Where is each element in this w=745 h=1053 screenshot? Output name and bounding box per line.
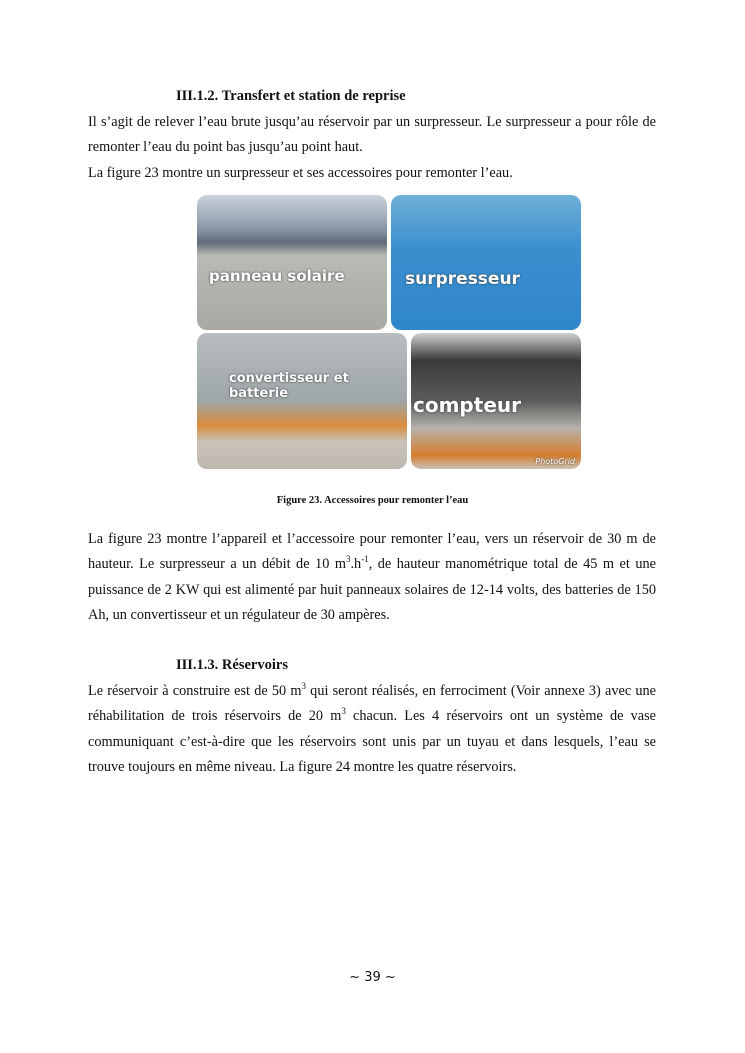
text: .h bbox=[350, 556, 362, 573]
text: , de hauteur manométrique total de 45 m et une puissance de 2 KW qui est alimenté par huit panneaux solaires de 12-14 volts, des batteries de 150 Ah, un convertisseur et un régulateur de 30 ampères. bbox=[88, 556, 656, 623]
photo-solar-panel bbox=[197, 195, 387, 330]
page-number: ~ 39 ~ bbox=[349, 970, 396, 985]
superscript: 3 bbox=[341, 706, 346, 717]
figure-caption: Figure 23. Accessoires pour remonter l’eau bbox=[276, 495, 469, 506]
superscript: 3 bbox=[345, 554, 351, 565]
photo-booster-pump bbox=[391, 195, 581, 330]
section-heading-reservoirs: III.1.3. Réservoirs bbox=[176, 657, 288, 673]
superscript: 3 bbox=[301, 681, 306, 692]
paragraph-specifications bbox=[88, 527, 656, 628]
label-pump: surpresseur bbox=[405, 269, 520, 289]
label-converter: convertisseur et batterie bbox=[229, 371, 349, 401]
superscript: -1 bbox=[361, 554, 369, 565]
text: chacun. Les 4 réservoirs ont un système de vase communiquant c’est-à-dire que les réservoirs sont unis par un tuyau et dans lesquels, l’eau se trouve toujours en même niveau. La figure 24 montre les quatre réservoirs. bbox=[88, 708, 656, 775]
label-solar: panneau solaire bbox=[209, 267, 345, 285]
photo-meter bbox=[411, 333, 581, 469]
text: Le réservoir à construire est de 50 m bbox=[88, 683, 302, 699]
paragraph-reservoirs bbox=[88, 679, 656, 780]
label-meter: compteur bbox=[413, 393, 521, 417]
paragraph-intro: Il s’agit de relever l’eau brute jusqu’au réservoir par un surpresseur. Le surpresseur a pour rôle de remonter l’eau du point bas jusqu’au point haut. bbox=[88, 114, 656, 156]
paragraph-figure-ref: La figure 23 montre un surpresseur et ses accessoires pour remonter l’eau. bbox=[88, 165, 513, 181]
photo-converter-battery bbox=[197, 333, 407, 469]
text: qui seront réalisés, en ferrociment (Voir annexe 3) avec une réhabilitation de trois réservoirs de 20 m bbox=[88, 683, 656, 725]
section-heading-transfert: III.1.2. Transfert et station de reprise bbox=[176, 88, 406, 104]
photogrid-watermark: PhotoGrid bbox=[535, 457, 575, 466]
figure-23-photo-grid bbox=[197, 195, 583, 469]
text: La figure 23 montre l’appareil et l’accessoire pour remonter l’eau, vers un réservoir de 30 m de hauteur. Le surpresseur a un débit de 10 m bbox=[88, 531, 656, 573]
